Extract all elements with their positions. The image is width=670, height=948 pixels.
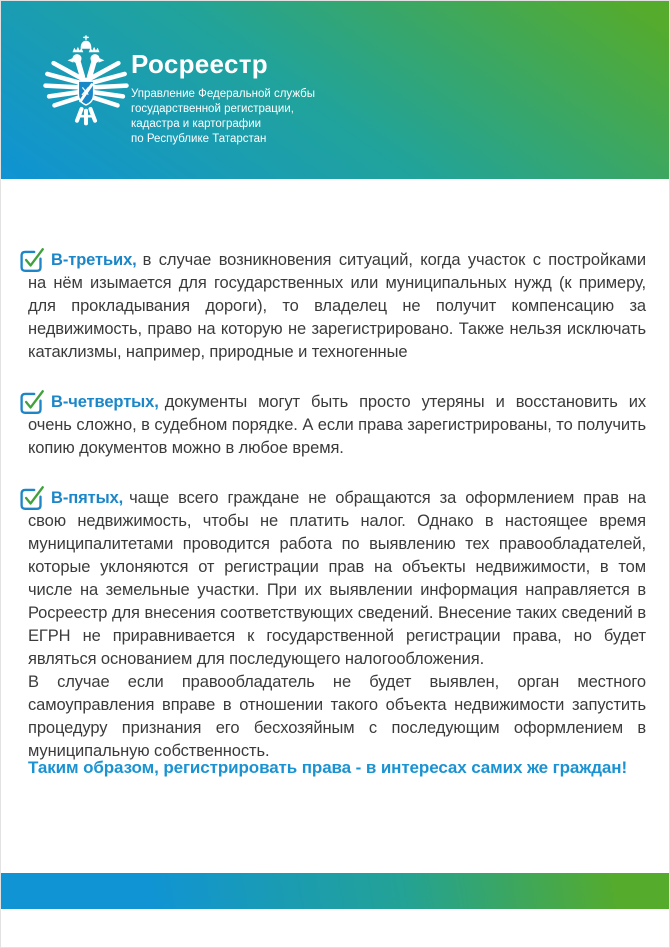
bullet-term: В-пятых, — [51, 489, 124, 507]
org-subtitle-line: по Республике Татарстан — [131, 133, 267, 145]
bullet-paragraph-fourth — [28, 391, 646, 460]
leaflet-body — [28, 179, 646, 777]
bullet-paragraph-fifth — [28, 487, 646, 763]
checkbox-checked-icon — [17, 485, 46, 512]
org-title: Росреестр — [131, 49, 268, 79]
checkbox-checked-icon — [17, 389, 46, 416]
rosreestr-emblem-icon — [41, 35, 131, 138]
org-subtitle-line: кадастра и картографии — [131, 118, 262, 130]
bullet-term: В-третьих, — [51, 251, 137, 269]
bullet-text: в случае возникновения ситуаций, когда участок с постройками на нём изымается для государственных или муниципальных нужд (к примеру, для прокладывания дороги), то владелец не получит компенсацию за недвижимость, право на которую не зарегистрировано. Также нельзя исключать катаклизмы, например, природные и техногенные — [28, 251, 646, 361]
header-banner — [1, 1, 670, 179]
checkbox-checked-icon — [17, 247, 46, 274]
bullet-text: чаще всего граждане не обращаются за оформлением прав на свою недвижимость, чтобы не платить налог. Однако в настоящее время муниципалитетами проводится работа по выявлению тех правообладателей, которые уклоняются от регистрации прав на объекты недвижимости, в том числе на земельные участки. При их выявлении информация направляется в Росреестр для внесения соответствующих сведений. Внесение таких сведений в ЕГРН не приравнивается к государственной регистрации права, но будет являться основанием для последующего налогообложения. — [28, 489, 646, 668]
footer-gradient-bar — [1, 873, 670, 909]
bullet-term: В-четвертых, — [51, 393, 159, 411]
org-subtitle-line: Управление Федеральной службы — [131, 88, 315, 100]
conclusion-line: Таким образом, регистрировать права - в интересах самих же граждан! — [28, 758, 628, 777]
bullet-text-continued: В случае если правообладатель не будет выявлен, орган местного самоуправления вправе в отношении такого объекта недвижимости запустить процедуру признания его бесхозяйным с последующим оформлением в муниципальную собственность. — [28, 673, 646, 760]
org-subtitle-line: государственной регистрации, — [131, 103, 294, 115]
header-text-block — [131, 49, 315, 147]
bullet-paragraph-third — [28, 249, 646, 364]
bullet-text: документы могут быть просто утеряны и восстановить их очень сложно, в судебном порядке. А если права зарегистрированы, то получить копию документов можно в любое время. — [28, 393, 646, 457]
org-subtitle — [131, 87, 315, 147]
